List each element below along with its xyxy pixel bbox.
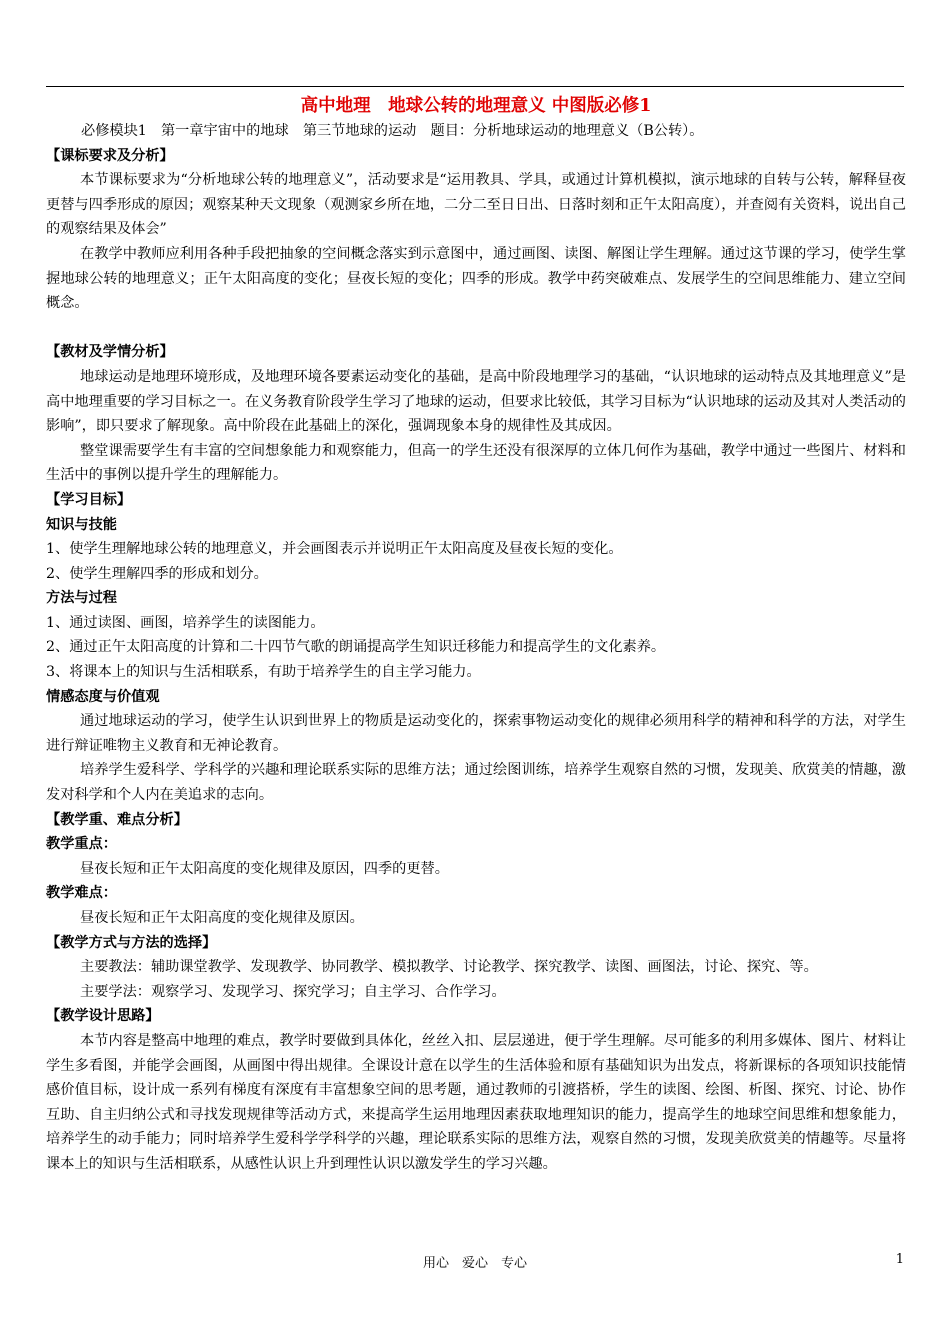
paragraph: 主要学法：观察学习、发现学习、探究学习；自主学习、合作学习。: [80, 983, 506, 1000]
paragraph: 本节内容是整高中地理的难点，教学时要做到具体化，丝丝入扣、层层递进，便于学生理解。尽可能多的利用多媒体、图片、材料让学生多看图，并能学会画图，从画图中得出规律。全课设计意在以学生的生活体验和原有基础知识为出发点，将新课标的各项知识技能情感价值目标，设计成一系列有梯度有深度有丰富想象空间的思考题，通过教师的引渡搭桥，学生的读图、绘图、析图、探究、讨论、协作互助、自主归纳公式和寻找发现规律等活动方式，来提高学生运用地理因素获取地理知识的能力，提高学生的地球空间思维和想象能力，培养学生的动手能力；同时培养学生爱科学学科学的兴趣，理论联系实际的思维方法，观察自然的习惯，发现美欣赏美的情趣等。尽量将课本上的知识与生活相联系，从感性认识上升到理性认识以激发学生的学习兴趣。: [46, 1032, 906, 1172]
list-item: 1、使学生理解地球公转的地理意义，并会画图表示并说明正午太阳高度及昼夜长短的变化。: [46, 541, 623, 558]
paragraph: 昼夜长短和正午太阳高度的变化规律及原因。: [80, 910, 364, 926]
paragraph: 主要教法：辅助课堂教学、发现教学、协同教学、模拟教学、讨论教学、探究教学、读图、画图法，讨论、探究、等。: [80, 959, 818, 976]
list-item: 2、使学生理解四季的形成和划分。: [46, 565, 268, 582]
section-heading-objectives: 【学习目标】: [46, 491, 132, 508]
section-heading-materials: 【教材及学情分析】: [46, 344, 174, 361]
list-item: 3、将课本上的知识与生活相联系，有助于培养学生的自主学习能力。: [46, 664, 481, 681]
section-heading-design: 【教学设计思路】: [46, 1008, 160, 1025]
document-title: 高中地理 地球公转的地理意义 中图版必修1: [300, 96, 652, 116]
paragraph: 培养学生爱科学、学科学的兴趣和理论联系实际的思维方法；通过绘图训练，培养学生观察自然的习惯，发现美、欣赏美的情趣，激发对科学和个人内在美追求的志向。: [46, 762, 906, 804]
paragraph: 地球运动是地理环境形成，及地理环境各要素运动变化的基础，是高中阶段地理学习的基础，“认识地球的运动特点及其地理意义”是高中地理重要的学习目标之一。在义务教育阶段学生学习了地球的运动，但要求比较低，其学习目标为“认识地球的运动及其对人类活动的影响”，即只要求了解现象。高中阶段在此基础上的深化，强调现象本身的规律性及其成因。: [46, 368, 906, 435]
subheading-emotion: 情感态度与价值观: [46, 688, 160, 705]
document-subtitle: 必修模块1 第一章宇宙中的地球 第三节地球的运动 题目：分析地球运动的地理意义（B公转）。: [81, 123, 704, 139]
paragraph: 本节课标要求为“分析地球公转的地理意义”，活动要求是“运用教具、学具，或通过计算机模拟，演示地球的自转与公转，解释昼夜更替与四季形成的原因；观察某种天文现象（观测家乡所在地，二分二至日日出、日落时刻和正午太阳高度），并查阅有关资料，说出自己的观察结果及体会”: [46, 172, 906, 238]
subheading-knowledge: 知识与技能: [46, 516, 117, 533]
paragraph: 通过地球运动的学习，使学生认识到世界上的物质是运动变化的，探索事物运动变化的规律必须用科学的精神和科学的方法，对学生进行辩证唯物主义教育和无神论教育。: [46, 713, 906, 754]
section-heading-keypoints: 【教学重、难点分析】: [46, 811, 188, 828]
subheading-methods: 方法与过程: [46, 590, 117, 607]
subheading-key: 教学重点：: [46, 836, 117, 853]
paragraph: 昼夜长短和正午太阳高度的变化规律及原因，四季的更替。: [80, 860, 449, 877]
subheading-difficulty: 教学难点：: [46, 885, 117, 902]
document-body: [46, 93, 906, 1177]
header-rule: [46, 86, 904, 87]
section-heading-curriculum: 【课标要求及分析】: [46, 147, 174, 164]
list-item: 1、通过读图、画图，培养学生的读图能力。: [46, 614, 325, 631]
paragraph: 整堂课需要学生有丰富的空间想象能力和观察能力，但高一的学生还没有很深厚的立体几何作为基础，教学中通过一些图片、材料和生活中的事例以提升学生的理解能力。: [46, 442, 906, 484]
paragraph: 在教学中教师应利用各种手段把抽象的空间概念落实到示意图中，通过画图、读图、解图让学生理解。通过这节课的学习，使学生掌握地球公转的地理意义；正午太阳高度的变化；昼夜长短的变化；四季的形成。教学中药突破难点、发展学生的空间思维能力、建立空间概念。: [46, 245, 906, 312]
list-item: 2、通过正午太阳高度的计算和二十四节气歌的朗诵提高学生知识迁移能力和提高学生的文化素养。: [46, 639, 666, 656]
page-number: 1: [895, 1252, 904, 1267]
section-heading-methods: 【教学方式与方法的选择】: [46, 934, 217, 951]
spacer: [46, 316, 906, 341]
footer-motto: 用心 爱心 专心: [422, 1256, 527, 1271]
